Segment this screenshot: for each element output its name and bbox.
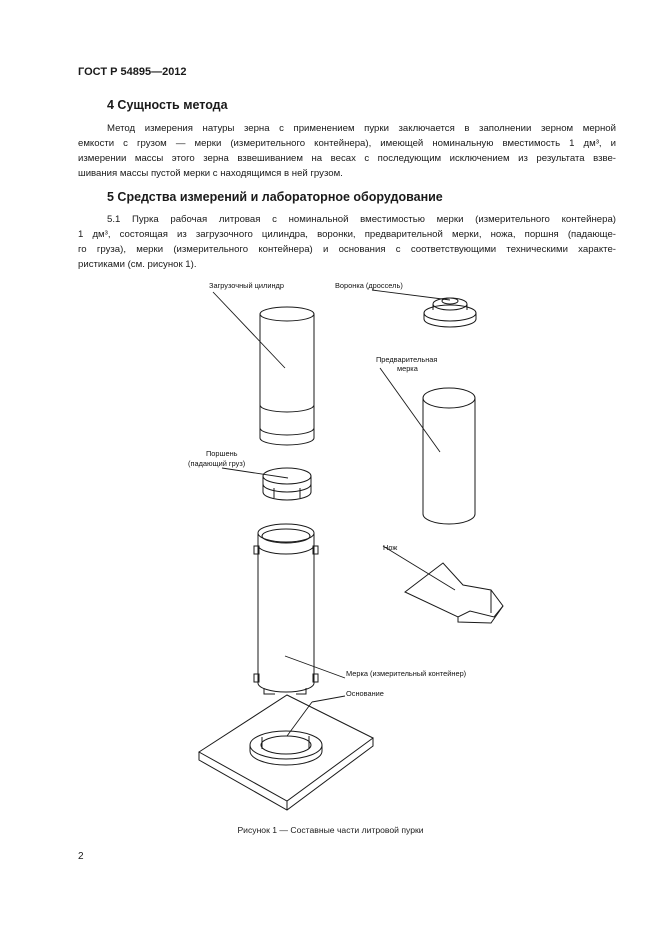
funnel-drawing (424, 298, 476, 327)
pre-measure-drawing (423, 388, 475, 524)
label-loading-cylinder: Загрузочный цилиндр (209, 281, 284, 290)
page-number: 2 (78, 851, 84, 862)
figure-caption: Рисунок 1 — Составные части литровой пурки (237, 825, 424, 835)
label-pre-measure-2: мерка (397, 364, 418, 373)
paragraph-line: Метод измерения натуры зерна с применением пурки заключается в заполнении зерном мерной (107, 123, 616, 134)
label-measure: Мерка (измерительный контейнер) (346, 669, 467, 678)
knife-drawing (405, 563, 503, 623)
paragraph-line: ристиками (см. рисунок 1). (78, 259, 197, 270)
paragraph-line: измерении массы этого зерна взвешиванием на весах с последующим исключением из результата взве- (78, 153, 616, 164)
section-5-title: 5 Средства измерений и лабораторное оборудование (107, 190, 443, 204)
paragraph-line: емкости с грузом — мерки (измерительного контейнера), имеющей номинальную вместимость 1 дм³, и (78, 138, 616, 149)
base-drawing (199, 695, 373, 810)
label-base: Основание (346, 689, 384, 698)
label-knife: Нож (383, 543, 398, 552)
loading-cylinder-drawing (260, 307, 314, 445)
label-piston-2: (падающий груз) (188, 459, 246, 468)
paragraph-line: 1 дм³, состоящая из загрузочного цилиндра, воронки, предварительной мерки, ножа, поршня (падающе- (78, 229, 616, 240)
section-4-title: 4 Сущность метода (107, 98, 228, 112)
label-pre-measure-1: Предварительная (376, 355, 438, 364)
piston-drawing (263, 468, 311, 500)
paragraph-line: 5.1 Пурка рабочая литровая с номинальной вместимостью мерки (измерительного контейнера) (107, 214, 616, 225)
measure-drawing (254, 524, 318, 694)
paragraph-line: го груза), мерки (измерительного контейнера) и основания с соответствующими техническими характе- (78, 244, 616, 255)
label-piston-1: Поршень (206, 449, 238, 458)
label-funnel: Воронка (дроссель) (335, 281, 403, 290)
paragraph-line: шивания массы пустой мерки с находящимся в ней грузом. (78, 168, 343, 179)
document-header: ГОСТ Р 54895—2012 (78, 66, 187, 78)
